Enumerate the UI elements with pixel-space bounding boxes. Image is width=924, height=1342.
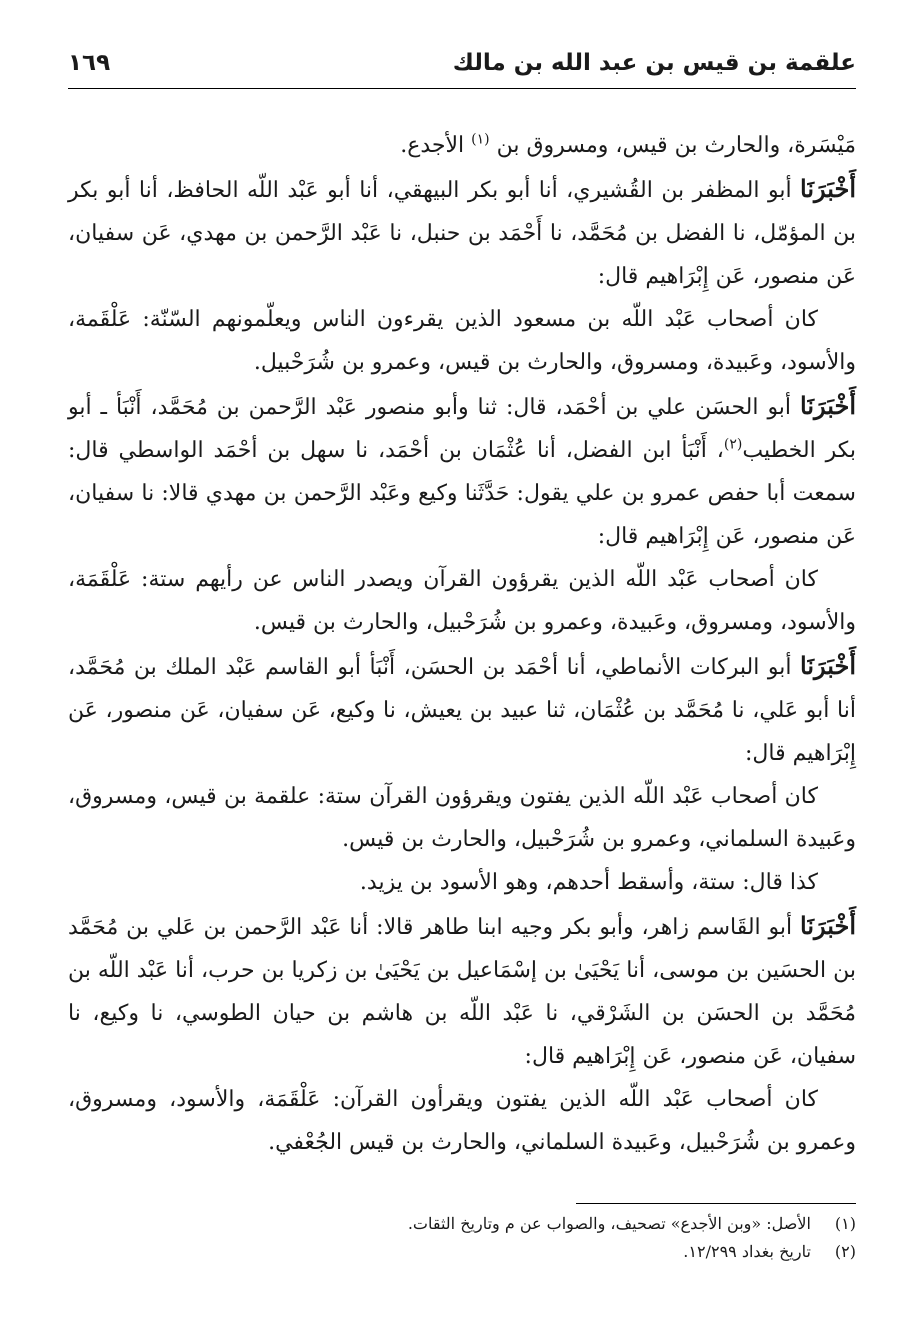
footnote-number: (١) — [834, 1214, 856, 1233]
footnote-text: الأصل: «وبن الأجدع» تصحيف، والصواب عن م وتاريخ الثقات. — [407, 1214, 811, 1233]
paragraph-continuation: مَيْسَرة، والحارث بن قيس، ومسروق بن $^{(١)}$ الأجدع. — [400, 131, 856, 158]
footnote-ref-2[interactable]: (٢) — [723, 436, 743, 453]
isnad-paragraph: أَخْبَرَنَا أبو القَاسم زاهر، وأبو بكر وجيه ابنا طاهر قالا: أنا عَبْد الرَّحمن بن عَلي بن مُحَمَّد بن الحسَين بن موسى، أنا يَحْيَىٰ بن إسْمَاعيل بن يَحْيَىٰ بن زكريا بن حرب، أنا عَبْد اللّه بن مُحَمَّد بن الحسَن بن الشَرْقي، نا عَبْد اللّه بن هاشم بن حيان الطوسي، نا وكيع، نا سفيان، عَن منصور، عَن إِبْرَاهيم قال: — [68, 911, 856, 1069]
header-rule — [68, 88, 856, 89]
matn-paragraph: كان أصحاب عَبْد اللّه الذين يقرؤون القرآن ويصدر الناس عن رأيهم ستة: عَلْقَمَة، والأسود، ومسروق، وعَبيدة، وعمرو بن شُرَحْبيل، والحارث بن قيس. — [68, 567, 856, 635]
matn-paragraph: كان أصحاب عَبْد اللّه بن مسعود الذين يقرءون الناس ويعلّمونهم السّنّة: عَلْقَمة، والأسود، وعَبيدة، ومسروق، والحارث بن قيس، وعمرو بن شُرَحْبيل. — [68, 307, 856, 375]
isnad-paragraph: أَخْبَرَنَا أبو الحسَن علي بن أحْمَد، قال: ثنا وأبو منصور عَبْد الرَّحمن بن مُحَمَّد، أَنْبَأ ـ أبو بكر الخطيب$^{(٢)}$، أَنْبَأ ابن الفضل، أنا عُثْمَان بن أحْمَد، نا سهل بن أحْمَد الواسطي قال: سمعت أبا حفص عمرو بن علي يقول: حَدَّثَنا وكيع وعَبْد الرَّحمن بن مهدي قالا: نا سفيان، عَن منصور، عَن إِبْرَاهيم قال: — [68, 391, 856, 549]
matn-paragraph: كان أصحاب عَبْد اللّه الذين يفتون ويقرؤون القرآن ستة: علقمة بن قيس، ومسروق، وعَبيدة السلماني، وعمرو بن شُرَحْبيل، والحارث بن قيس. — [68, 784, 856, 852]
footnote-text: تاريخ بغداد ١٢/٢٩٩. — [683, 1242, 811, 1261]
footnotes — [68, 1210, 856, 1266]
akhbarana-lead: أَخْبَرَنَا — [800, 911, 856, 940]
isnad-paragraph: أَخْبَرَنَا أبو المظفر بن القُشيري، أنا أبو بكر البيهقي، أنا أبو عَبْد اللّه الحافظ، أنا أبو بكر بن المؤمّل، نا الفضل بن مُحَمَّد، نا أَحْمَد بن حنبل، نا عَبْد الرَّحمن بن مهدي، عَن سفيان، عَن منصور، عَن إِبْرَاهيم قال: — [68, 174, 856, 289]
footnote-ref-1[interactable]: (١) — [471, 131, 490, 148]
footnote-number: (٢) — [834, 1242, 856, 1261]
footnote-1 — [68, 1210, 856, 1238]
akhbarana-lead: أَخْبَرَنَا — [800, 174, 856, 203]
main-text — [68, 124, 856, 1164]
akhbarana-lead: أَخْبَرَنَا — [800, 391, 856, 420]
page-number: ١٦٩ — [68, 50, 111, 76]
akhbarana-lead: أَخْبَرَنَا — [800, 651, 856, 680]
matn-paragraph: كان أصحاب عَبْد اللّه الذين يفتون ويقرأون القرآن: عَلْقَمَة، والأسود، ومسروق، وعمرو بن شُرَحْبيل، وعَبيدة السلماني، والحارث بن قيس الجُعْفي. — [68, 1087, 856, 1155]
running-title: علقمة بن قيس بن عبد الله بن مالك — [452, 50, 856, 76]
page-header — [68, 40, 856, 88]
comment-paragraph: كذا قال: ستة، وأسقط أحدهم، وهو الأسود بن يزيد. — [359, 870, 818, 895]
footnote-rule — [576, 1203, 856, 1204]
isnad-paragraph: أَخْبَرَنَا أبو البركات الأنماطي، أنا أحْمَد بن الحسَن، أَنْبَأ أبو القاسم عَبْد الملك بن مُحَمَّد، أنا أبو عَلي، نا مُحَمَّد بن عُثْمَان، ثنا عبيد بن يعيش، نا وكيع، عَن سفيان، عَن منصور، عَن إِبْرَاهيم قال: — [68, 651, 856, 766]
footnote-2 — [68, 1238, 856, 1266]
